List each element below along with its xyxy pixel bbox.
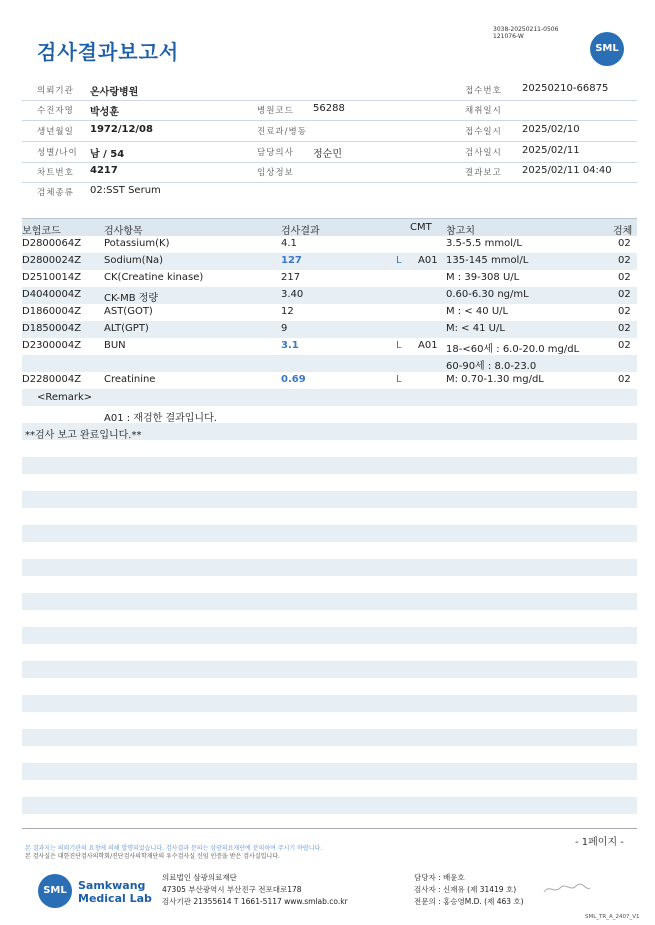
cell-ref: 3.5-5.5 mmol/L bbox=[446, 238, 522, 249]
info-row-2 bbox=[22, 100, 637, 121]
report-complete-text: **검사 보고 완료입니다.** bbox=[25, 430, 142, 441]
form-code: SML_TR_A_2407_V1 bbox=[585, 914, 640, 920]
doctor-label: 담당의사 bbox=[257, 148, 294, 158]
chart-value: 4217 bbox=[90, 165, 118, 176]
cell-result: 12 bbox=[281, 306, 294, 317]
cell-item: AST(GOT) bbox=[104, 306, 153, 317]
cell-code: D2280004Z bbox=[22, 374, 82, 385]
info-row-6 bbox=[22, 182, 637, 202]
cell-cmt: A01 bbox=[418, 340, 438, 351]
row-stripe bbox=[22, 525, 637, 542]
cell-code: D2300004Z bbox=[22, 340, 82, 351]
cell-item: CK(Creatine kinase) bbox=[104, 272, 204, 283]
page-number: - 1페이지 - bbox=[575, 837, 624, 848]
col-cmt-header: CMT bbox=[410, 222, 432, 233]
cell-spec: 02 bbox=[618, 289, 631, 300]
brand-line-1: Samkwang bbox=[78, 879, 146, 892]
footer-sml-logo: SML bbox=[38, 874, 72, 908]
brand-line-2: Medical Lab bbox=[78, 892, 152, 905]
row-stripe bbox=[22, 559, 637, 576]
address-line-3: 검사기관 21355614 T 1661-5117 www.smlab.co.kr bbox=[162, 897, 348, 906]
test-date-label: 검사일시 bbox=[465, 148, 502, 158]
cell-result: 0.69 bbox=[281, 374, 306, 385]
col-result-header: 검사결과 bbox=[281, 226, 320, 237]
cell-ref: 0.60-6.30 ng/mL bbox=[446, 289, 529, 300]
row-stripe bbox=[22, 661, 637, 678]
hospital-code-value: 56288 bbox=[313, 103, 345, 114]
cell-spec: 02 bbox=[618, 374, 631, 385]
cell-code: D1860004Z bbox=[22, 306, 82, 317]
cell-item: ALT(GPT) bbox=[104, 323, 149, 334]
cell-spec: 02 bbox=[618, 272, 631, 283]
sml-logo: SML bbox=[590, 32, 624, 66]
row-stripe bbox=[22, 355, 637, 372]
row-stripe bbox=[22, 695, 637, 712]
staff-line-2: 검사자 : 신재유 (제 31419 호) bbox=[414, 885, 517, 894]
row-stripe bbox=[22, 593, 637, 610]
footer-staff bbox=[414, 872, 524, 908]
cell-result: 127 bbox=[281, 255, 302, 266]
col-spec-header: 검체 bbox=[613, 226, 633, 237]
cell-code: D2800064Z bbox=[22, 238, 82, 249]
cell-ref: M: 0.70-1.30 mg/dL bbox=[446, 374, 544, 385]
cell-item: BUN bbox=[104, 340, 126, 351]
cell-item: CK-MB 정량 bbox=[104, 293, 159, 304]
document-id-line2: 121076-W bbox=[493, 33, 524, 40]
footer-address bbox=[162, 872, 348, 908]
doctor-value: 정순민 bbox=[313, 149, 342, 160]
document-id bbox=[493, 26, 558, 40]
cell-code: D1850004Z bbox=[22, 323, 82, 334]
staff-line-1: 담당자 : 배윤호 bbox=[414, 873, 465, 882]
receipt-date-label: 접수일시 bbox=[465, 127, 502, 137]
cell-ref-continued: 60-90세 : 8.0-23.0 bbox=[446, 361, 537, 372]
row-stripe bbox=[22, 763, 637, 780]
cell-cmt: A01 bbox=[418, 255, 438, 266]
sex-age-label: 성별/나이 bbox=[37, 148, 78, 158]
footer-note-1: 본 결과지는 의뢰기관의 요청에 의해 발행되었습니다. 검사결과 문의는 삼광의료재단에 문의하여 주시기 바랍니다. bbox=[25, 845, 323, 852]
cell-ref: 135-145 mmol/L bbox=[446, 255, 529, 266]
cell-code: D2510014Z bbox=[22, 272, 82, 283]
col-code-header: 보험코드 bbox=[22, 226, 61, 237]
report-date-value: 2025/02/11 04:40 bbox=[522, 165, 612, 176]
address-line-2: 47305 부산광역시 부산진구 전포대로178 bbox=[162, 885, 302, 894]
cell-flag: L bbox=[396, 374, 402, 385]
row-stripe bbox=[22, 491, 637, 508]
col-item-header: 검사항목 bbox=[104, 226, 143, 237]
cell-ref: M: < 41 U/L bbox=[446, 323, 505, 334]
cell-code: D2800024Z bbox=[22, 255, 82, 266]
info-row-4 bbox=[22, 142, 637, 163]
birth-label: 생년월일 bbox=[37, 127, 74, 137]
cell-ref: M : < 40 U/L bbox=[446, 306, 509, 317]
patient-label: 수진자명 bbox=[37, 106, 74, 116]
cell-code: D4040004Z bbox=[22, 289, 82, 300]
address-line-1: 의료법인 삼광의료재단 bbox=[162, 873, 237, 882]
footer-brand bbox=[78, 879, 152, 905]
info-row-1 bbox=[22, 80, 637, 101]
remark-text: A01 : 재검한 결과입니다. bbox=[104, 413, 217, 424]
row-stripe bbox=[22, 627, 637, 644]
report-title: 검사결과보고서 bbox=[37, 40, 180, 64]
cell-item: Creatinine bbox=[104, 374, 156, 385]
receipt-no-value: 20250210-66875 bbox=[522, 83, 609, 94]
cell-spec: 02 bbox=[618, 306, 631, 317]
specimen-label: 검체종류 bbox=[37, 188, 74, 198]
cell-flag: L bbox=[396, 255, 402, 266]
sex-age-value: 남 / 54 bbox=[90, 149, 125, 160]
cell-result: 217 bbox=[281, 272, 301, 283]
cell-result: 4.1 bbox=[281, 238, 297, 249]
col-ref-header: 참고치 bbox=[446, 226, 475, 237]
hospital-code-label: 병원코드 bbox=[257, 106, 294, 116]
institution-label: 의뢰기관 bbox=[37, 86, 74, 96]
remark-label: <Remark> bbox=[37, 392, 93, 403]
document-id-line1: 3038-20250211-0506 bbox=[493, 26, 559, 33]
info-row-5 bbox=[22, 162, 637, 183]
row-stripe bbox=[22, 457, 637, 474]
cell-ref: 18-<60세 : 6.0-20.0 mg/dL bbox=[446, 344, 580, 355]
cell-item: Potassium(K) bbox=[104, 238, 170, 249]
institution-value: 온사랑병원 bbox=[90, 87, 139, 98]
cell-spec: 02 bbox=[618, 238, 631, 249]
cell-result: 9 bbox=[281, 323, 288, 334]
receipt-date-value: 2025/02/10 bbox=[522, 124, 580, 135]
cell-spec: 02 bbox=[618, 340, 631, 351]
row-stripe bbox=[22, 729, 637, 746]
cell-flag: L bbox=[396, 340, 402, 351]
signature-scribble bbox=[542, 882, 592, 896]
cell-item: Sodium(Na) bbox=[104, 255, 164, 266]
dept-label: 진료과/병동 bbox=[257, 127, 307, 137]
cell-result: 3.40 bbox=[281, 289, 304, 300]
footer-note-2: 본 검사실은 대한진단검사의학회/진단검사의학재단의 우수검사실 신임 인증을 받은 검사실입니다. bbox=[25, 853, 280, 860]
birth-value: 1972/12/08 bbox=[90, 124, 153, 135]
report-date-label: 결과보고 bbox=[465, 168, 502, 178]
info-row-3 bbox=[22, 121, 637, 142]
cell-spec: 02 bbox=[618, 255, 631, 266]
receipt-no-label: 접수번호 bbox=[465, 86, 502, 96]
collect-date-label: 채취일시 bbox=[465, 106, 502, 116]
signature-image bbox=[542, 882, 592, 898]
footer-divider bbox=[22, 828, 637, 829]
chart-label: 차트번호 bbox=[37, 168, 74, 178]
cell-ref: M : 39-308 U/L bbox=[446, 272, 520, 283]
clinical-label: 임상정보 bbox=[257, 168, 294, 178]
row-stripe bbox=[22, 797, 637, 814]
patient-value: 박성훈 bbox=[90, 107, 119, 118]
row-stripe bbox=[22, 389, 637, 406]
cell-result: 3.1 bbox=[281, 340, 299, 351]
test-date-value: 2025/02/11 bbox=[522, 145, 580, 156]
specimen-value: 02:SST Serum bbox=[90, 185, 161, 196]
results-table-header bbox=[22, 218, 637, 236]
cell-spec: 02 bbox=[618, 323, 631, 334]
staff-line-3: 전문의 : 홍승영M.D. (제 463 호) bbox=[414, 897, 524, 906]
